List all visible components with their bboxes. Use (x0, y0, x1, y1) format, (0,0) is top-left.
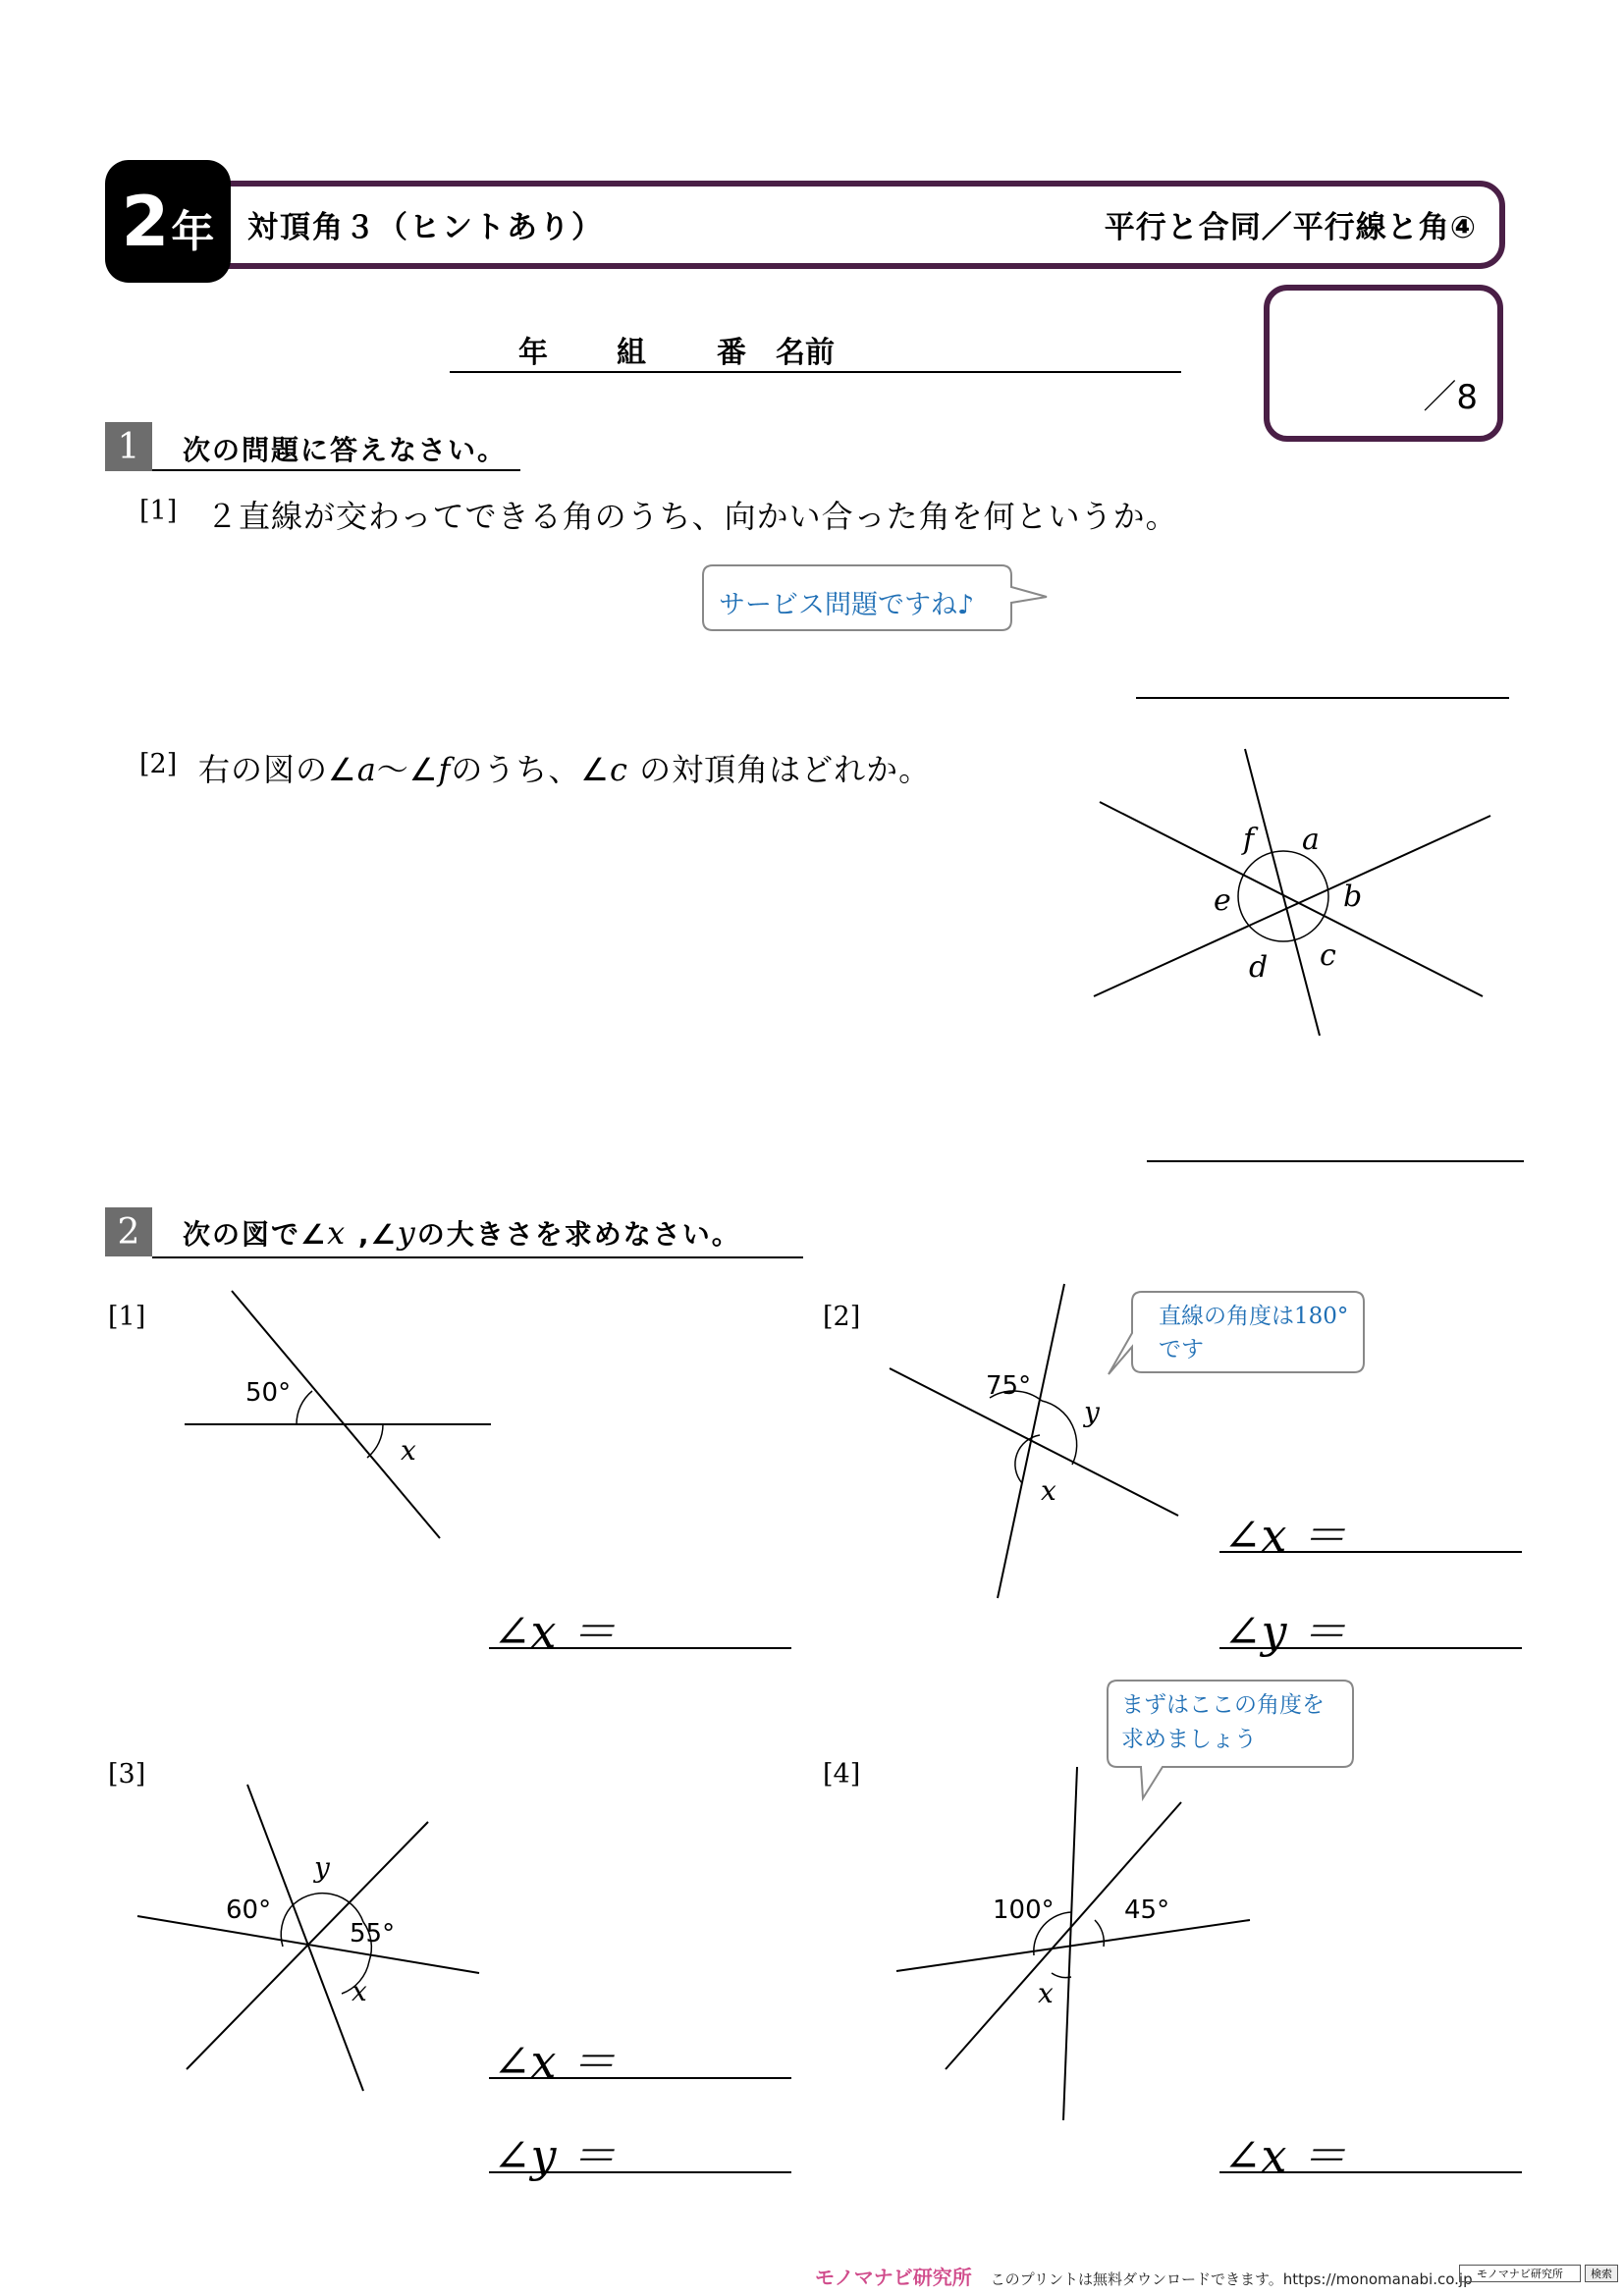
fig23-y-label: y (314, 1851, 330, 1884)
fig22-angle-label: 75° (986, 1371, 1032, 1401)
answer-line-1-2[interactable] (1147, 1160, 1524, 1162)
fig24-x-label: x (1038, 1977, 1054, 2009)
unit-name: 平行と合同／平行線と角④ (1104, 210, 1477, 245)
question-1-1-number: [1] (139, 496, 178, 526)
section-1-underline (152, 469, 520, 471)
section-2-title (183, 1213, 741, 1253)
class-label: 組 (617, 336, 646, 370)
year-label: 年 (518, 336, 548, 370)
fig23-angle2-label: 55° (350, 1919, 396, 1949)
grade-badge (105, 160, 231, 283)
q2-var-f: f (438, 751, 452, 788)
footer-text: このプリントは無料ダウンロードできます。https://monomanabi.co.jp (990, 2270, 1473, 2288)
fig21-x-label: x (401, 1434, 416, 1467)
fig12-label-e: e (1214, 883, 1231, 918)
problem-2-4-number: [4] (823, 1759, 861, 1789)
answer-2-3-y-label: ∠y ＝ (493, 2129, 617, 2182)
question-1-1-text: ２直線が交わってできる角のうち、向かい合った角を何というか。 (206, 498, 1178, 535)
fig21-arc-x (367, 1424, 383, 1458)
section-1-title: 次の問題に答えなさい。 (183, 434, 508, 466)
fig12-label-c: c (1320, 938, 1336, 973)
section-1-number: 1 (105, 422, 152, 471)
s2-var-x: x (327, 1214, 348, 1252)
fig22-line-2 (890, 1368, 1178, 1516)
section-2-number: 2 (105, 1207, 152, 1256)
footer (815, 2262, 1473, 2290)
hint-2-text-b: です (1159, 1337, 1204, 1362)
answer-2-4-x-label: ∠x ＝ (1223, 2129, 1347, 2182)
question-1-2-number: [2] (139, 749, 178, 779)
hint-2-text (1159, 1300, 1348, 1366)
fig23-x-label: x (352, 1975, 367, 2007)
s2-title-b: ,∠ (347, 1218, 398, 1251)
grade-unit: 年 (171, 206, 215, 257)
footer-search-box[interactable]: モノマナビ研究所 (1459, 2265, 1581, 2282)
figure-2-3 (128, 1777, 491, 2101)
figure-2-1 (177, 1281, 511, 1546)
worksheet-title: 対頂角３（ヒントあり） (247, 210, 604, 245)
s2-title-a: 次の図で∠ (183, 1218, 328, 1251)
problem-2-1-number: [1] (108, 1302, 146, 1332)
answer-line-2-2-x[interactable] (1219, 1551, 1522, 1553)
answer-line-2-1-x[interactable] (489, 1647, 791, 1649)
fig24-line-2 (896, 1920, 1250, 1971)
q2-text-b: ～∠ (376, 751, 439, 788)
fig23-angle1-label: 60° (226, 1896, 272, 1925)
fig21-angle-label: 50° (245, 1378, 292, 1408)
hint-4-text-a: まずはここの角度を (1121, 1692, 1325, 1718)
s2-title-c: の大きさを求めなさい。 (416, 1218, 741, 1251)
fig21-line-1 (232, 1291, 440, 1538)
footer-logo: モノマナビ研究所 (815, 2266, 972, 2289)
answer-line-2-4-x[interactable] (1219, 2171, 1522, 2173)
q2-text-d: の対頂角はどれか。 (627, 751, 932, 788)
answer-2-3-x-label: ∠x ＝ (493, 2035, 617, 2088)
answer-2-2-y-label: ∠y ＝ (1223, 1605, 1347, 1658)
fig12-label-d: d (1249, 950, 1269, 985)
s2-var-y: y (397, 1214, 417, 1252)
question-1-2-text (198, 745, 931, 790)
q2-var-c: c (610, 751, 628, 788)
section-2-underline (152, 1256, 803, 1258)
grade-number: 2 (121, 181, 170, 262)
answer-2-1-x-label: ∠x ＝ (493, 1605, 617, 1658)
answer-line-2-3-y[interactable] (489, 2171, 791, 2173)
fig12-label-f: f (1243, 823, 1255, 857)
fig21-arc-50 (297, 1391, 312, 1424)
score-total: ／8 (1423, 378, 1478, 417)
score-box[interactable] (1264, 285, 1503, 442)
answer-2-2-x-label: ∠x ＝ (1223, 1509, 1347, 1562)
q2-var-a: a (356, 751, 377, 788)
hint-2-text-a: 直線の角度は (1159, 1304, 1294, 1329)
hint-2-number: 180° (1294, 1304, 1349, 1329)
fig12-label-a: a (1302, 823, 1320, 857)
problem-2-3-number: [3] (108, 1759, 146, 1789)
answer-line-2-2-y[interactable] (1219, 1647, 1522, 1649)
fig22-x-label: x (1041, 1474, 1056, 1507)
name-label: 名前 (776, 336, 835, 370)
number-label: 番 (717, 336, 746, 370)
footer-search-button[interactable]: 検索 (1585, 2265, 1618, 2282)
fig24-line-1 (1063, 1767, 1077, 2120)
figure-2-4 (889, 1757, 1262, 2130)
fig22-y-label: y (1084, 1396, 1100, 1428)
q2-text-c: のうち、∠ (451, 751, 611, 788)
fig12-line-1 (1245, 749, 1320, 1036)
answer-line-1-1[interactable] (1136, 697, 1509, 699)
fig24-angle1-label: 100° (993, 1896, 1055, 1925)
answer-line-2-3-x[interactable] (489, 2077, 791, 2079)
figure-1-2 (1080, 741, 1502, 1055)
name-row[interactable] (450, 324, 1181, 373)
q2-text-a: 右の図の∠ (198, 751, 357, 788)
hint-4-text-b: 求めましょう (1121, 1727, 1257, 1752)
hint-1-text: サービス問題ですね♪ (719, 590, 975, 620)
problem-2-2-number: [2] (823, 1302, 861, 1332)
fig24-angle2-label: 45° (1124, 1896, 1170, 1925)
fig23-arc-y (291, 1894, 363, 1922)
fig12-label-b: b (1343, 880, 1363, 914)
hint-4-text (1121, 1688, 1325, 1757)
